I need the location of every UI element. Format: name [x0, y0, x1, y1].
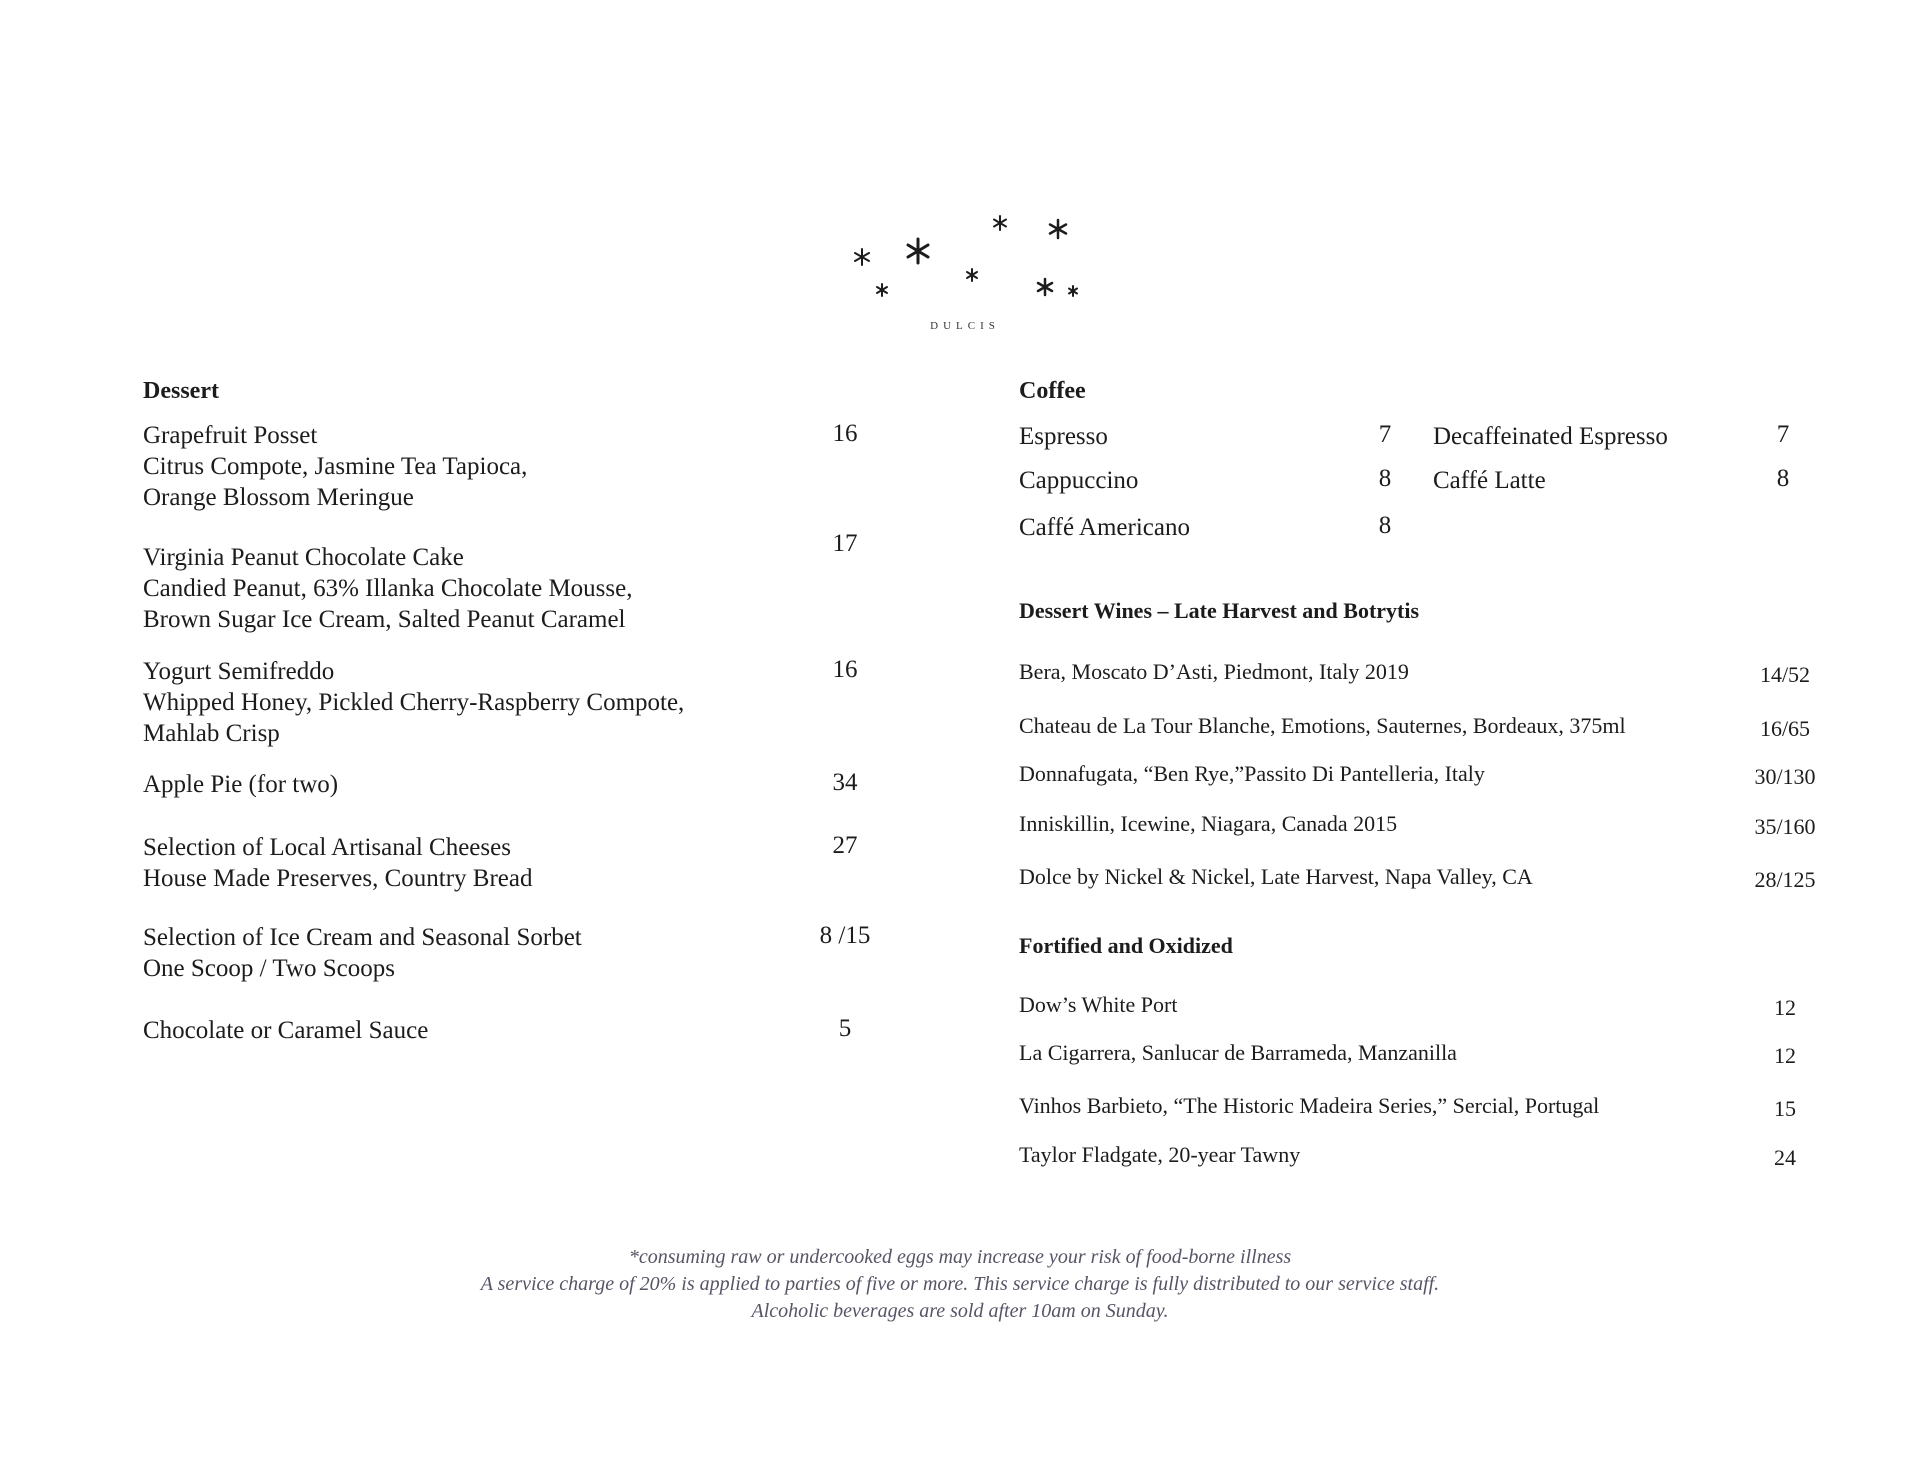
wine-price: 14/52 — [1759, 662, 1811, 687]
item-price: 16 — [832, 420, 858, 447]
wine-price: 12 — [1774, 995, 1796, 1020]
item-name: Virginia Peanut Chocolate Cake — [143, 544, 464, 571]
item-desc: Whipped Honey, Pickled Cherry-Raspberry Compote, — [143, 689, 685, 716]
dessert-item-yogurt-semifreddo — [143, 656, 684, 749]
wine-price: 35/160 — [1754, 814, 1816, 839]
item-price: 8 /15 — [819, 922, 871, 949]
item-price: 34 — [832, 769, 858, 796]
item-price: 17 — [832, 530, 858, 557]
coffee-item-price: 8 — [1378, 512, 1392, 539]
wine-name: Dolce by Nickel & Nickel, Late Harvest, Napa Valley, CA — [1019, 864, 1533, 889]
coffee-item-name: Caffé Latte — [1433, 467, 1546, 494]
item-price: 27 — [832, 832, 858, 859]
wine-name: La Cigarrera, Sanlucar de Barrameda, Manzanilla — [1019, 1040, 1457, 1065]
coffee-item-name: Espresso — [1019, 423, 1108, 450]
item-desc: Orange Blossom Meringue — [143, 484, 414, 511]
coffee-item-name: Caffé Americano — [1019, 514, 1190, 541]
item-name: Yogurt Semifreddo — [143, 658, 335, 685]
star-cluster-icon — [840, 205, 1090, 340]
dessert-wines-heading: Dessert Wines – Late Harvest and Botrytis — [1019, 598, 1420, 623]
wine-price: 28/125 — [1754, 867, 1816, 892]
dessert-item-sauce — [143, 1015, 428, 1046]
item-name: Grapefruit Posset — [143, 422, 318, 449]
dessert-item-cheeses — [143, 832, 533, 894]
item-desc: Mahlab Crisp — [143, 720, 280, 747]
item-price: 16 — [832, 656, 858, 683]
wine-price: 15 — [1774, 1096, 1796, 1121]
footer-line-service: A service charge of 20% is applied to parties of five or more. This service charge is fully distributed to our service staff. — [480, 1273, 1440, 1295]
dessert-item-ice-cream — [143, 922, 582, 984]
dessert-item-peanut-cake — [143, 542, 632, 635]
footer-notes — [0, 1244, 1920, 1325]
item-desc: One Scoop / Two Scoops — [143, 955, 395, 982]
wine-name: Inniskillin, Icewine, Niagara, Canada 2015 — [1019, 811, 1398, 836]
wine-price: 12 — [1774, 1043, 1796, 1068]
item-desc: House Made Preserves, Country Bread — [143, 865, 533, 892]
wine-name: Donnafugata, “Ben Rye,”Passito Di Pantelleria, Italy — [1019, 761, 1485, 786]
wine-price: 30/130 — [1754, 764, 1816, 789]
coffee-item-name: Cappuccino — [1019, 467, 1139, 494]
dessert-heading: Dessert — [143, 378, 219, 404]
coffee-item-price: 7 — [1378, 421, 1392, 448]
item-desc: Candied Peanut, 63% Illanka Chocolate Mousse, — [143, 575, 633, 602]
coffee-item-price: 8 — [1776, 465, 1790, 492]
dessert-item-apple-pie — [143, 769, 338, 800]
coffee-item-price: 7 — [1776, 421, 1790, 448]
logo — [840, 205, 1090, 340]
wine-name: Bera, Moscato D’Asti, Piedmont, Italy 2019 — [1019, 659, 1409, 684]
wine-name: Chateau de La Tour Blanche, Emotions, Sauternes, Bordeaux, 375ml — [1019, 713, 1626, 738]
item-name: Chocolate or Caramel Sauce — [143, 1017, 429, 1044]
fortified-heading: Fortified and Oxidized — [1019, 933, 1233, 958]
item-name: Selection of Ice Cream and Seasonal Sorbet — [143, 924, 582, 951]
coffee-item-price: 8 — [1378, 465, 1392, 492]
logo-wordmark: DULCIS — [930, 320, 1000, 332]
coffee-heading: Coffee — [1019, 378, 1086, 404]
item-price: 5 — [838, 1015, 852, 1042]
wine-name: Taylor Fladgate, 20-year Tawny — [1019, 1142, 1301, 1167]
item-name: Selection of Local Artisanal Cheeses — [143, 834, 511, 861]
item-desc: Brown Sugar Ice Cream, Salted Peanut Caramel — [143, 606, 626, 633]
wine-name: Dow’s White Port — [1019, 992, 1178, 1017]
item-name: Apple Pie (for two) — [143, 771, 339, 798]
wine-name: Vinhos Barbieto, “The Historic Madeira Series,” Sercial, Portugal — [1019, 1093, 1600, 1118]
footer-line-alcohol: Alcoholic beverages are sold after 10am on Sunday. — [751, 1300, 1169, 1322]
dessert-item-grapefruit-posset — [143, 420, 527, 513]
wine-price: 16/65 — [1759, 716, 1811, 741]
item-desc: Citrus Compote, Jasmine Tea Tapioca, — [143, 453, 528, 480]
footer-line-eggs: *consuming raw or undercooked eggs may increase your risk of food-borne illness — [628, 1246, 1292, 1268]
wine-price: 24 — [1774, 1145, 1796, 1170]
coffee-item-name: Decaffeinated Espresso — [1433, 423, 1668, 450]
